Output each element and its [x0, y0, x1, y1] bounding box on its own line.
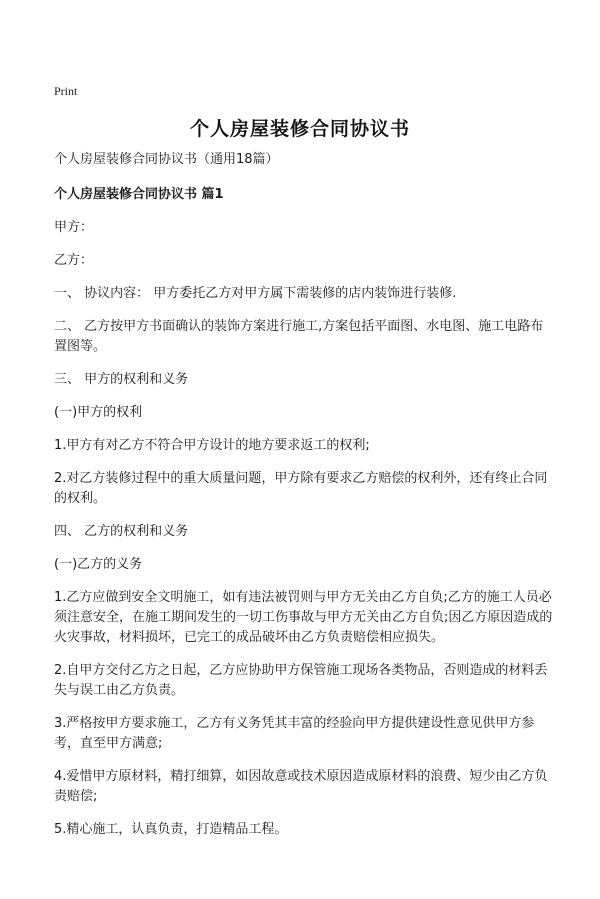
party-b-duty-4: 4.爱惜甲方原材料，精打细算，如因故意或技术原因造成原材料的浪费、短少由乙方负责赔偿; — [54, 769, 548, 804]
clause-1: 一、 协议内容： 甲方委托乙方对甲方属下需装修的店内装饰进行装修. — [54, 286, 457, 301]
print-link[interactable]: Print — [54, 84, 78, 98]
document-subtitle: 个人房屋装修合同协议书（通用18篇） — [54, 152, 279, 167]
party-b-duties-heading: (一)乙方的义务 — [54, 557, 143, 572]
party-a-line: 甲方： — [54, 220, 94, 235]
document-body — [54, 150, 554, 853]
section-heading: 个人房屋装修合同协议书 篇1 — [54, 187, 224, 202]
document-title: 个人房屋装修合同协议书 — [189, 118, 410, 140]
party-b-duty-1: 1.乙方应做到安全文明施工，如有违法被罚则与甲方无关由乙方自负;乙方的施工人员必须注意安全，在施工期间发生的一切工伤事故与甲方无关由乙方自负;因乙方原因造成的火灾事故，材料损坏，已完工的成品破坏由乙方负责赔偿相应损失。 — [54, 590, 553, 645]
clause-2: 二、 乙方按甲方书面确认的装饰方案进行施工,方案包括平面图、水电图、施工电路布置图等。 — [54, 319, 544, 354]
party-b-duty-3: 3.严格按甲方要求施工，乙方有义务凭其丰富的经验向甲方提供建设性意见供甲方参考，直至甲方满意; — [54, 716, 535, 751]
party-a-right-1: 1.甲方有对乙方不符合甲方设计的地方要求返工的权利; — [54, 438, 370, 453]
party-b-line: 乙方： — [54, 253, 94, 268]
party-a-right-2: 2.对乙方装修过程中的重大质量问题，甲方除有要求乙方赔偿的权利外，还有终止合同的权利。 — [54, 471, 548, 506]
party-b-duty-2: 2.自甲方交付乙方之日起，乙方应协助甲方保管施工现场各类物品，否则造成的材料丢失与误工由乙方负责。 — [54, 663, 548, 698]
clause-3-heading: 三、 甲方的权利和义务 — [54, 372, 189, 387]
party-b-duty-5: 5.精心施工，认真负责，打造精品工程。 — [54, 822, 288, 837]
clause-4-heading: 四、 乙方的权利和义务 — [54, 524, 189, 539]
party-a-rights-heading: (一)甲方的权利 — [54, 405, 143, 420]
